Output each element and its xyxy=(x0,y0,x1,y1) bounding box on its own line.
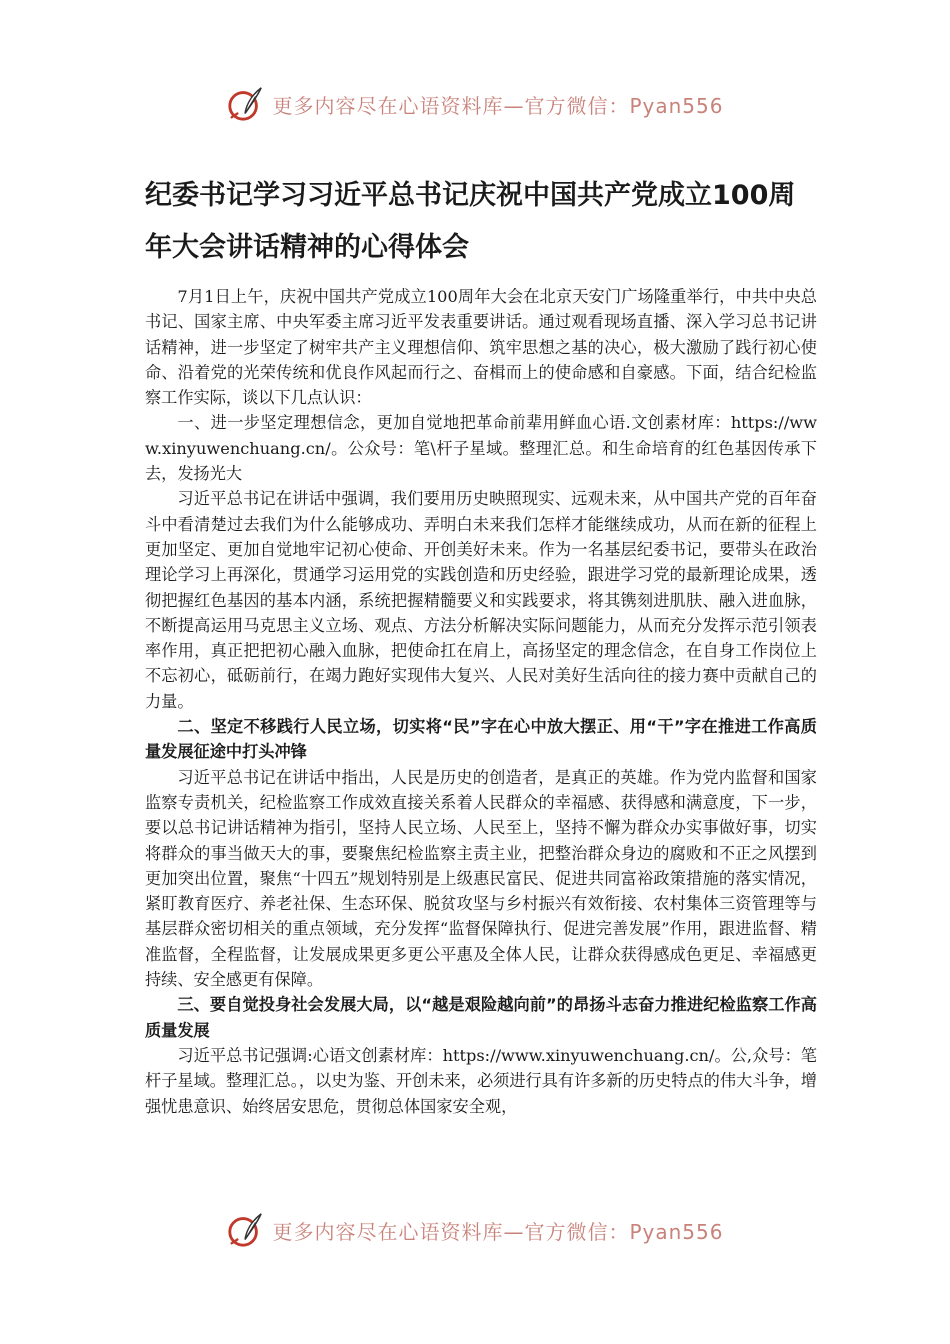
section-heading-3: 三、要自觉投身社会发展大局，以“越是艰险越向前”的昂扬斗志奋力推进纪检监察工作高质量发展 xyxy=(145,995,817,1040)
document-title: 纪委书记学习习近平总书记庆祝中国共产党成立100周年大会讲话精神的心得体会 xyxy=(145,180,796,263)
quill-pen-logo-icon xyxy=(226,1211,264,1249)
section-1-paragraph: 习近平总书记在讲话中强调，我们要用历史映照现实、远观未来，从中国共产党的百年奋斗中看清楚过去我们为什么能够成功、弄明白未来我们怎样才能继续成功，从而在新的征程上更加坚定、更加自觉地牢记初心使命、开创美好未来。作为一名基层纪委书记，要带头在政治理论学习上再深化，贯通学习运用党的实践创造和历史经验，跟进学习党的最新理论成果，透彻把握红色基因的基本内涵，系统把握精髓要义和实践要求，将其镌刻进肌肤、融入进血脉，不断提高运用马克思主义立场、观点、方法分析解决实际问题能力，从而充分发挥示范引领表率作用，真正把把初心融入血脉，把使命扛在肩上，高扬坚定的理念信念，在自身工作岗位上不忘初心，砥砺前行，在竭力跑好实现伟大复兴、人民对美好生活向往的接力赛中贡献自己的力量。 xyxy=(145,489,817,711)
section-3-paragraph: 习近平总书记强调:心语文创素材库：https://www.xinyuwenchuang.cn/。公,众号：笔杆子星域。整理汇总。，以史为鉴、开创未来，必须进行具有许多新的历史特点的伟大斗争，增强忧患意识、始终居安思危，贯彻总体国家安全观， xyxy=(145,1045,817,1116)
watermark-text-bottom: 更多内容尽在心语资料库—官方微信：Pyan556 xyxy=(272,1219,724,1244)
watermark-text-top: 更多内容尽在心语资料库—官方微信：Pyan556 xyxy=(272,93,724,118)
intro-paragraph: 7月1日上午，庆祝中国共产党成立100周年大会在北京天安门广场隆重举行，中共中央总书记、国家主席、中央军委主席习近平发表重要讲话。通过观看现场直播、深入学习总书记讲话精神，进一步坚定了树牢共产主义理想信仰、筑牢思想之基的决心，极大激励了践行初心使命、沿着党的光荣传统和优良作风起而行之、奋楫而上的使命感和自豪感。下面，结合纪检监察工作实际，谈以下几点认识： xyxy=(145,287,817,408)
document-body xyxy=(145,284,817,1119)
quill-pen-logo-icon xyxy=(226,85,264,123)
section-heading-1: 一、进一步坚定理想信念，更加自觉地把革命前辈用鲜血心语.文创素材库：https://www.xinyuwenchuang.cn/。公众号：笔\杆子星域。整理汇总。和生命培育的红色基因传承下去，发扬光大 xyxy=(145,413,817,484)
section-2-paragraph: 习近平总书记在讲话中指出，人民是历史的创造者，是真正的英雄。作为党内监督和国家监察专责机关，纪检监察工作成效直接关系着人民群众的幸福感、获得感和满意度，下一步，要以总书记讲话精神为指引，坚持人民立场、人民至上，坚持不懈为群众办实事做好事，切实将群众的事当做天大的事，要聚焦纪检监察主责主业，把整治群众身边的腐败和不正之风摆到更加突出位置，聚焦“十四五”规划特别是上级惠民富民、促进共同富裕政策措施的落实情况，紧盯教育医疗、养老社保、生态环保、脱贫攻坚与乡村振兴有效衔接、农村集体三资管理等与基层群众密切相关的重点领域，充分发挥“监督保障执行、促进完善发展”作用，跟进监督、精准监督，全程监督，让发展成果更多更公平惠及全体人民，让群众获得感成色更足、幸福感更持续、安全感更有保障。 xyxy=(145,767,817,990)
watermark-banner-bottom xyxy=(0,1205,950,1255)
watermark-banner-top xyxy=(0,79,950,129)
section-heading-2: 二、坚定不移践行人民立场，切实将“民”字在心中放大摆正、用“干”字在推进工作高质量发展征途中打头冲锋 xyxy=(145,717,817,762)
